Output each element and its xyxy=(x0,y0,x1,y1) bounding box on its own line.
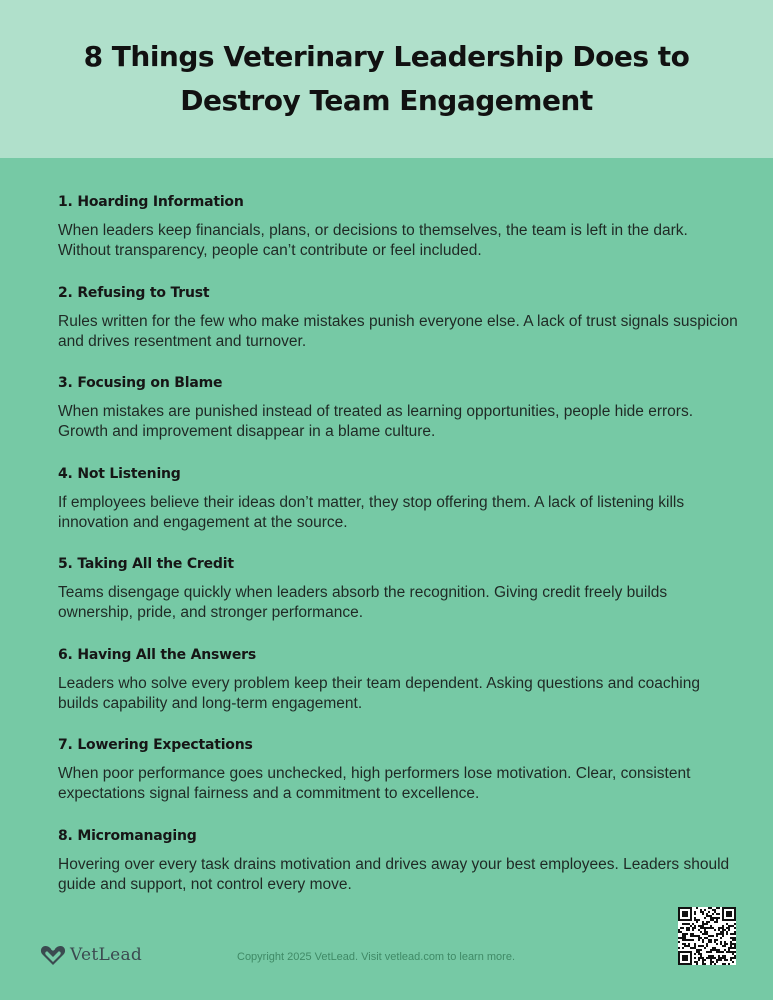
item-body: When mistakes are punished instead of treated as learning opportunities, people hide errors. Growth and improvement disappear in a blame culture. xyxy=(58,403,694,440)
item-heading: 5. Taking All the Credit xyxy=(58,556,234,572)
item-heading: 4. Not Listening xyxy=(58,465,181,482)
item-heading: 2. Refusing to Trust xyxy=(58,284,210,301)
list-item xyxy=(58,283,738,374)
list-item xyxy=(58,192,738,283)
item-heading: 3. Focusing on Blame xyxy=(58,375,223,391)
vetlead-logo[interactable] xyxy=(40,940,142,970)
item-heading: 6. Having All the Answers xyxy=(58,646,257,663)
list-item xyxy=(58,554,738,645)
page-title: 8 Things Veterinary Leadership Does to Destroy Team Engagement xyxy=(83,40,690,117)
item-body: Teams disengage quickly when leaders absorb the recognition. Giving credit freely builds ownership, pride, and stronger performance. xyxy=(58,584,668,621)
list-item xyxy=(58,373,738,464)
item-body: Hovering over every task drains motivation and drives away your best employees. Leaders should guide and support, not control every move. xyxy=(58,855,730,893)
qr-code-icon[interactable] xyxy=(678,907,736,965)
list-item xyxy=(58,826,738,917)
page-header xyxy=(0,0,773,158)
logo-text: VetLead xyxy=(70,945,143,965)
list-item xyxy=(58,645,738,736)
list-item xyxy=(58,735,738,826)
list-item xyxy=(58,464,738,555)
item-list xyxy=(58,192,738,916)
item-heading: 1. Hoarding Information xyxy=(58,194,244,210)
item-body: When leaders keep financials, plans, or decisions to themselves, the team is left in the dark. Without transparency, people can’t contribute or feel included. xyxy=(58,222,688,259)
item-heading: 8. Micromanaging xyxy=(58,827,197,844)
item-body: Rules written for the few who make mistakes punish everyone else. A lack of trust signals suspicion and drives resentment and turnover. xyxy=(58,312,738,350)
item-body: If employees believe their ideas don’t matter, they stop offering them. A lack of listening kills innovation and engagement at the source. xyxy=(58,493,685,531)
heart-hands-logo-icon xyxy=(40,943,66,967)
item-body: Leaders who solve every problem keep their team dependent. Asking questions and coaching builds capability and long-term engagement. xyxy=(58,674,700,712)
item-heading: 7. Lowering Expectations xyxy=(58,737,253,753)
item-body: When poor performance goes unchecked, high performers lose motivation. Clear, consistent expectations signal fairness and a commitment to excellence. xyxy=(58,765,691,802)
copyright-text: Copyright 2025 VetLead. Visit vetlead.com to learn more. xyxy=(237,951,516,963)
